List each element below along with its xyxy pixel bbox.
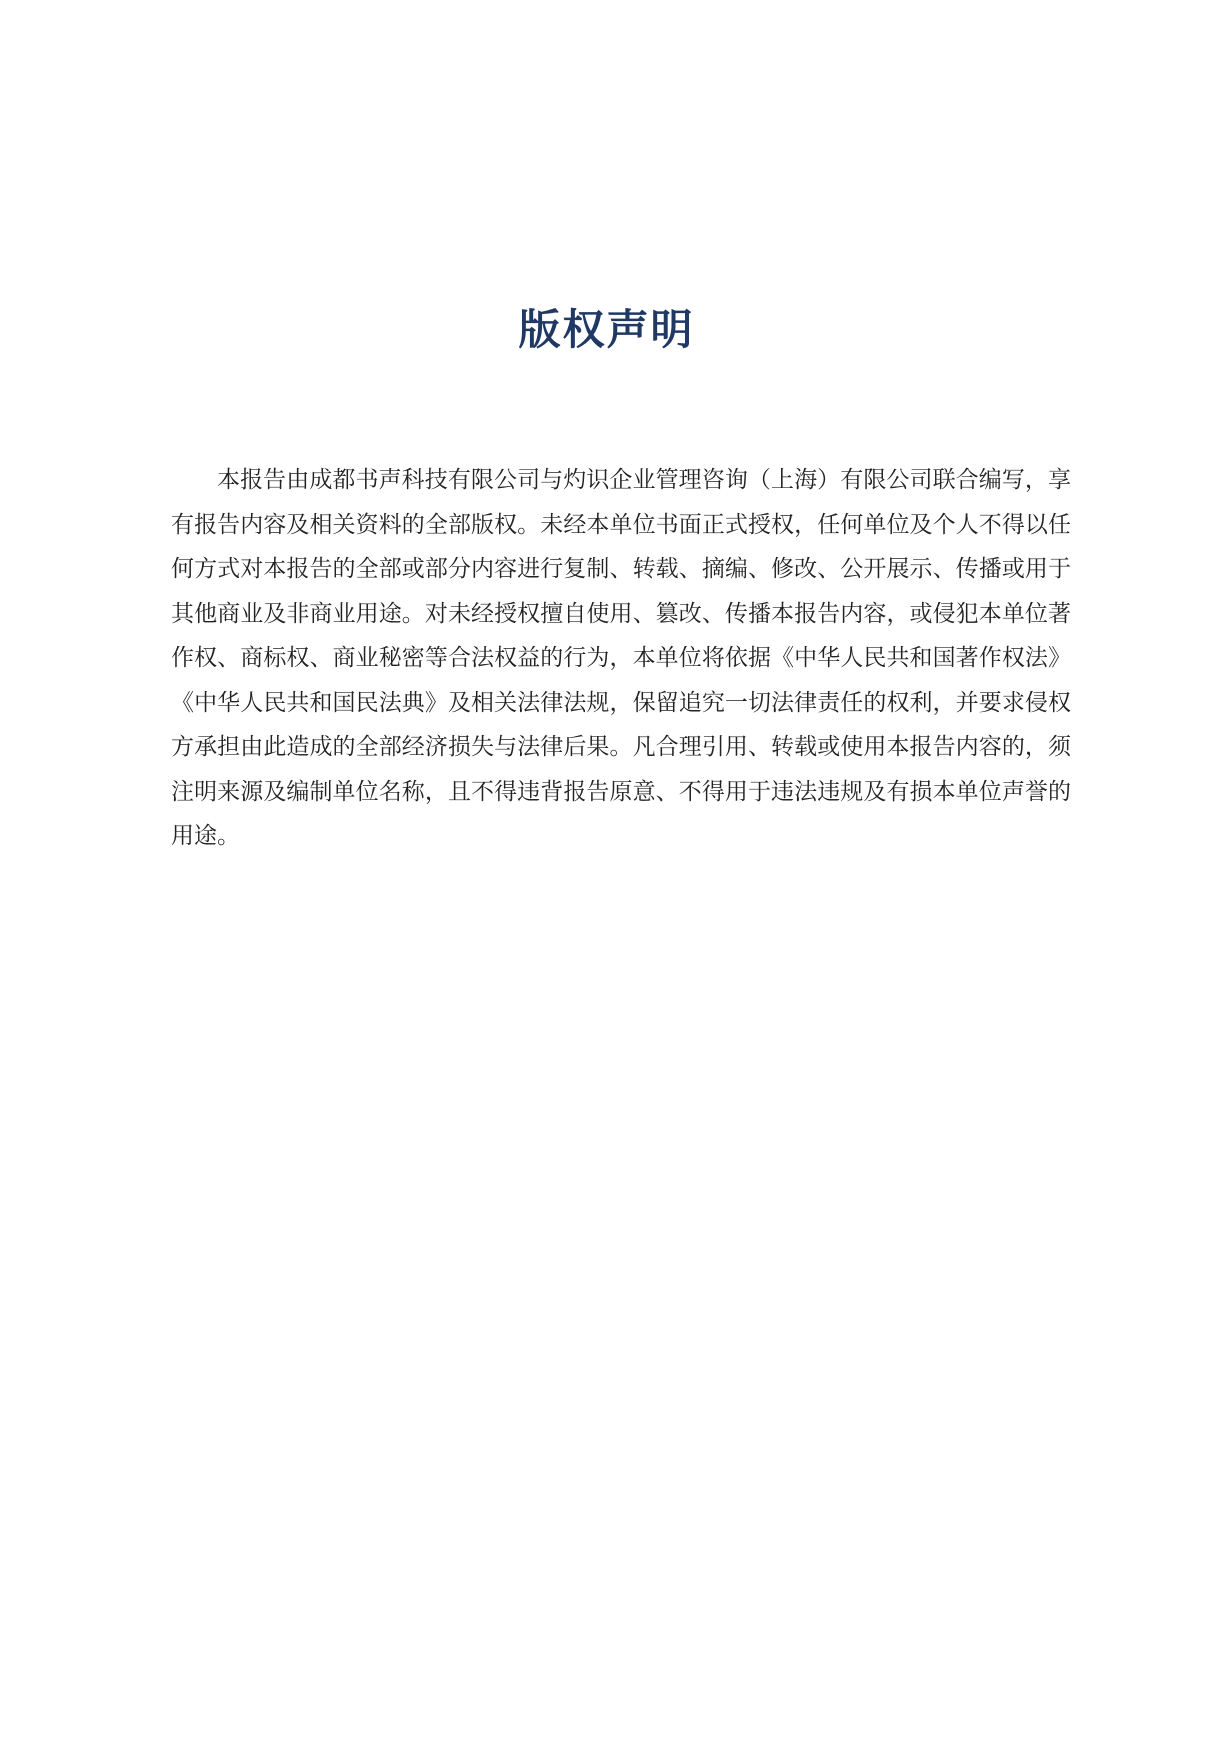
page-title: 版权声明 <box>518 305 695 354</box>
copyright-paragraph: 本报告由成都书声科技有限公司与灼识企业管理咨询（上海）有限公司联合编写，享有报告内容及相关资料的全部版权。未经本单位书面正式授权，任何单位及个人不得以任何方式对本报告的全部或部分内容进行复制、转载、摘编、修改、公开展示、传播或用于其他商业及非商业用途。对未经授权擅自使用、篡改、传播本报告内容，或侵犯本单位著作权、商标权、商业秘密等合法权益的行为，本单位将依据《中华人民共和国著作权法》《中华人民共和国民法典》及相关法律法规，保留追究一切法律责任的权利，并要求侵权方承担由此造成的全部经济损失与法律后果。凡合理引用、转载或使用本报告内容的，须注明来源及编制单位名称，且不得违背报告原意、不得用于违法违规及有损本单位声誉的用途。 <box>171 467 1071 849</box>
